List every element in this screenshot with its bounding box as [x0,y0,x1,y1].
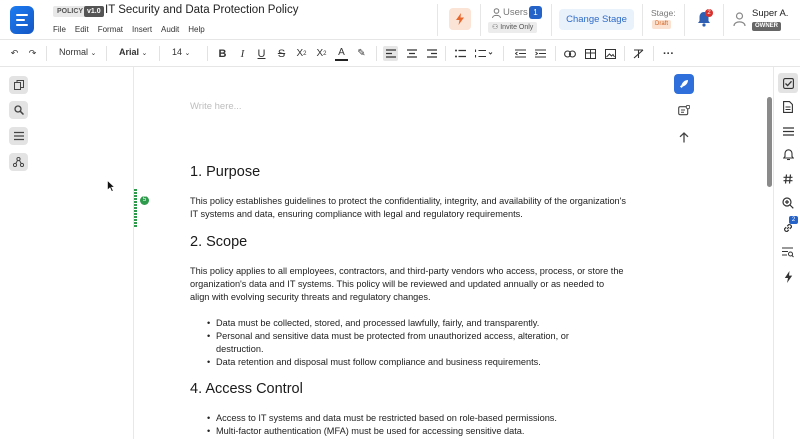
invite-label: Invite Only [500,24,534,31]
checkbox-icon [783,78,794,89]
list-item[interactable]: • Data must be collected, stored, and processed lawfully, fairly, and transparently. [207,317,607,330]
indent-icon[interactable] [533,46,548,61]
undo-icon[interactable]: ↶ [10,48,19,58]
image-icon[interactable] [603,46,618,61]
subscript-icon[interactable]: X 2 [296,48,307,59]
section-text-purpose[interactable]: This policy establishes guidelines to protect the confidentiality, integrity, and availability of the organization's IT systems and data, ensuring compliance with legal and regulatory requirements. [190,196,627,219]
bullet-list-icon[interactable] [453,46,467,61]
comment-marker[interactable]: 5 [140,196,149,205]
lock-user-icon: ⚇ [492,24,501,31]
menu-help[interactable]: Help [188,25,205,34]
automation-button[interactable] [449,8,471,30]
list-search-icon [782,247,794,258]
notification-count-badge: 2 [705,9,713,17]
chevron-down-icon: ⌄ [90,50,97,57]
users-label[interactable]: Users [503,7,528,18]
list-icon [14,131,24,141]
app-header [0,0,800,40]
linked-items-count-badge: 2 [789,216,798,224]
underline-icon[interactable]: U [257,47,266,60]
highlight-icon[interactable]: ✎ [357,48,366,59]
rocket-icon [679,79,689,89]
quick-actions-button[interactable] [778,267,798,287]
link-icon[interactable] [562,46,577,61]
search-icon [14,105,24,115]
zoom-in-icon [782,197,794,209]
search-list-button[interactable] [778,242,798,262]
font-size-select[interactable] [172,47,190,57]
outline-panel-button[interactable] [778,121,798,141]
doc-type-badge: POLICY [53,6,87,17]
mouse-cursor-icon [107,180,115,192]
add-comment-button[interactable] [674,101,694,121]
superscript-icon[interactable]: X 2 [316,48,327,59]
section-text-scope[interactable]: This policy applies to all employees, contractors, and third-party vendors who access, process, or store the organization's data and IT systems. This policy will be reviewed and updated annually or as needed to align with evolving security threats and regulatory changes. [190,266,624,302]
tasks-button[interactable] [778,73,798,93]
copy-icon [14,80,24,90]
menu-insert[interactable]: Insert [132,25,153,34]
font-family-value: Arial [119,47,140,57]
zoom-in-button[interactable] [778,193,798,213]
user-icon [492,8,501,18]
more-options-icon[interactable]: ··· [663,47,674,60]
comment-add-icon [678,105,690,117]
italic-icon[interactable]: I [240,47,245,60]
table-icon[interactable] [583,46,598,61]
chevron-down-icon: ⌄ [184,50,191,57]
font-family-select[interactable] [119,47,147,57]
stage-status-badge: Draft [652,20,671,29]
app-logo[interactable] [10,6,34,34]
font-size-value: 14 [172,47,183,57]
scrollbar-thumb[interactable] [767,97,772,187]
bullet-list-scope [207,317,607,369]
document-title[interactable]: IT Security and Data Protection Policy [105,4,299,16]
lightning-icon [455,13,465,25]
section-heading-purpose[interactable]: 1. Purpose [190,164,261,180]
formatting-toolbar [0,40,800,67]
paragraph-style-select[interactable] [59,47,96,57]
align-center-icon[interactable] [404,46,419,61]
menu-file[interactable]: File [53,25,66,34]
scroll-top-button[interactable] [674,127,694,147]
section-heading-scope[interactable]: 2. Scope [190,234,248,250]
user-role-badge: OWNER [752,22,781,31]
editor-side-tools [665,67,765,439]
arrow-up-icon [679,132,689,143]
list-item[interactable]: • Personal and sensitive data must be protected from unauthorized access, alteration, or destruction. [207,330,587,356]
workflow-button[interactable] [9,153,28,171]
hashtag-icon [783,174,793,184]
left-tool-rail [0,67,134,439]
change-stage-button[interactable]: Change Stage [559,9,634,30]
chevron-down-icon: ⌄ [141,50,148,57]
list-item[interactable]: • Multi-factor authentication (MFA) must be used for accessing sensitive data. [207,425,607,438]
version-badge: v1.0 [84,6,104,17]
stage-label: Stage: [651,8,676,18]
user-name[interactable]: Super A. [752,8,789,19]
outline-button[interactable] [9,127,28,145]
document-editor[interactable] [135,67,665,439]
lightning-icon [784,271,793,283]
menu-bar [53,25,205,34]
change-marker-bar [134,189,137,228]
menu-edit[interactable]: Edit [74,25,89,34]
editor-placeholder[interactable]: Write here... [190,101,242,112]
list-item[interactable]: • Data retention and disposal must follow compliance and business requirements. [207,356,607,369]
workflow-icon [13,157,24,167]
document-info-button[interactable] [778,97,798,117]
ai-assist-button[interactable] [674,74,694,94]
align-left-icon[interactable] [383,46,398,61]
copy-button[interactable] [9,76,28,94]
text-color-icon[interactable]: A [335,46,348,61]
invite-only-badge[interactable] [488,22,537,33]
menu-audit[interactable]: Audit [161,25,180,34]
redo-icon[interactable]: ↷ [28,48,37,58]
lines-icon [783,127,794,136]
avatar[interactable] [733,12,746,26]
outdent-icon[interactable] [513,46,528,61]
tags-button[interactable] [778,169,798,189]
search-button[interactable] [9,101,28,119]
section-heading-access-control[interactable]: 4. Access Control [190,381,303,397]
strikethrough-icon[interactable]: S [277,47,286,60]
right-sidebar [773,67,800,439]
paragraph-style-value: Normal [59,47,89,57]
bell-icon [783,149,794,161]
reminders-button[interactable] [778,145,798,165]
clear-formatting-icon[interactable] [631,46,646,61]
list-item[interactable]: • Access to IT systems and data must be restricted based on role-based permissions. [207,412,607,425]
menu-format[interactable]: Format [97,25,124,34]
align-right-icon[interactable] [424,46,439,61]
numbered-list-icon[interactable] [473,46,495,61]
bold-icon[interactable]: B [218,47,227,60]
users-count-badge: 1 [529,6,542,19]
document-icon [783,101,793,113]
bullet-list-access-control [207,412,607,438]
